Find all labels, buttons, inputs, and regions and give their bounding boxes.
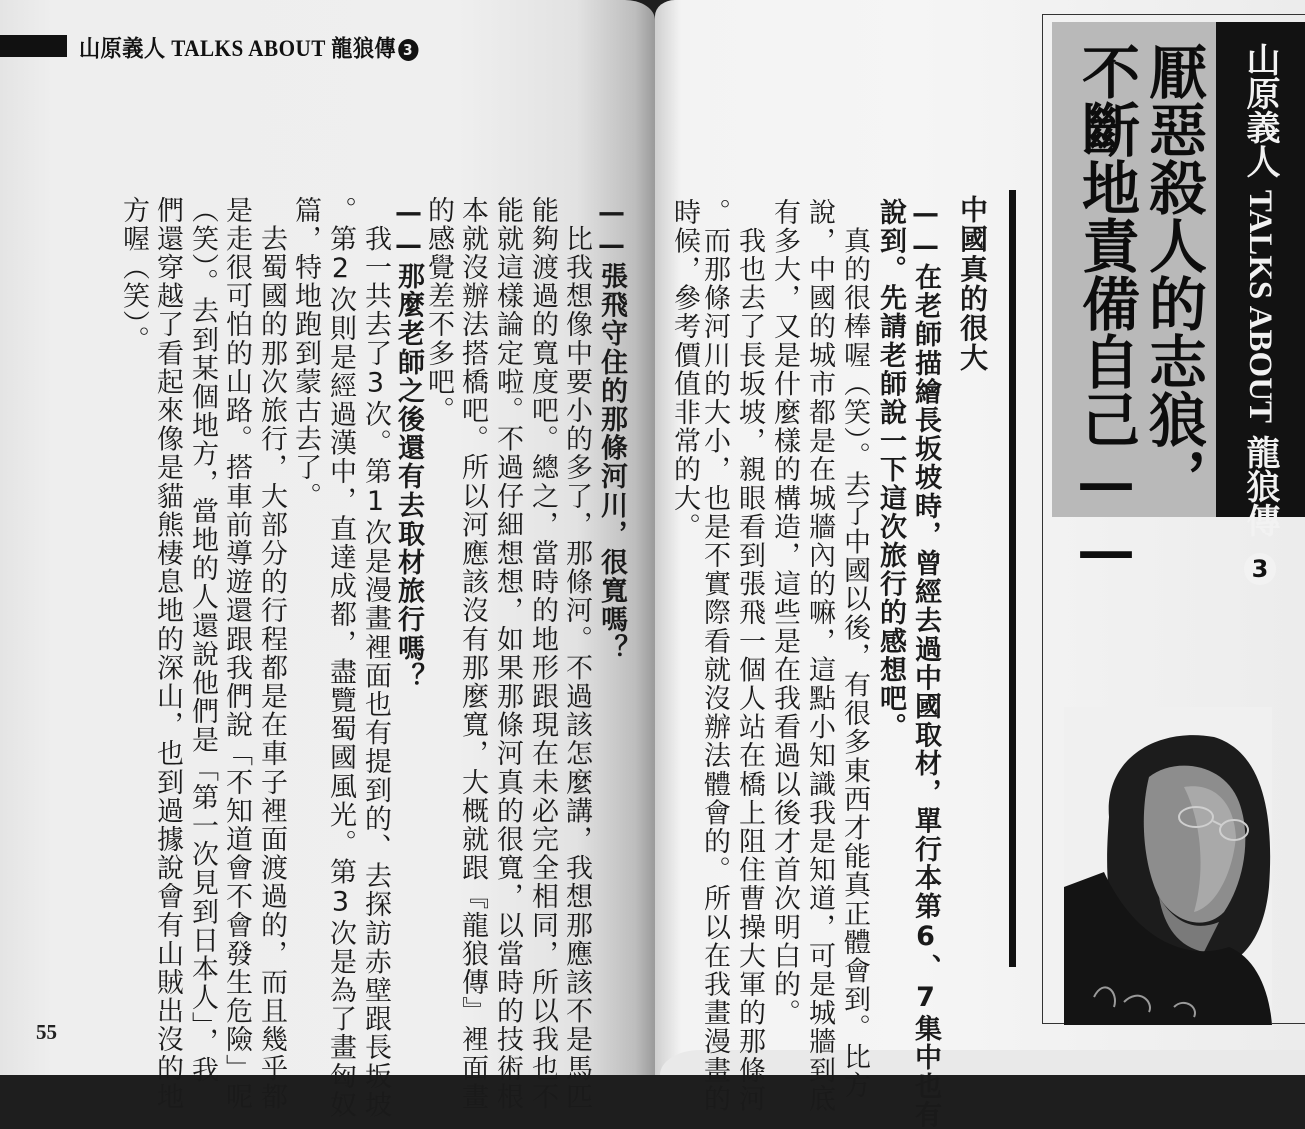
body-column: 我也去了長坂坡，親眼看到張飛一個人站在橋上阻住曹操大軍的那條河 <box>734 198 765 1114</box>
body-column: （笑）。去到某個地方，當地的人還說他們是「第一次見到日本人」，我 <box>187 196 218 1085</box>
body-column: 真的很棒喔（笑）。去了中國以後，有很多東西才能真正體會到。比方 <box>839 198 870 1100</box>
body-column: 能就這樣論定啦。不過仔細想想，如果那條河真的很寬，以當時的技術根 <box>492 196 523 1112</box>
author-portrait-photo <box>1064 707 1272 1025</box>
section-heading: 中國真的很大 <box>956 195 989 373</box>
body-column: 比我想像中要小的多了，那條河。不過該怎麼講，我想那應該不是馬匹 <box>561 196 592 1112</box>
side-label-volume-badge: 3 <box>1244 553 1276 585</box>
side-label-talks-about: TALKS ABOUT <box>1242 189 1278 424</box>
question-china-trip: ——在老師描繪長坂坡時，曾經去過中國取材，單行本第6、7集中也有 <box>910 198 941 1129</box>
body-column: 去蜀國的那次旅行，大部分的行程都是在車子裡面渡過的，而且幾乎都 <box>256 196 287 1112</box>
body-column: 能夠渡過的寬度吧。總之，當時的地形跟現在未必完全相同，所以我也不 <box>527 196 558 1112</box>
header-bar <box>0 35 67 57</box>
running-header-text: 山原義人 TALKS ABOUT 龍狼傳 <box>79 35 397 61</box>
running-header-title <box>79 30 418 63</box>
body-column: 篇，特地跑到蒙古去了。 <box>290 196 321 511</box>
side-label <box>1240 42 1280 585</box>
side-label-series: 龍狼傳 <box>1240 434 1280 537</box>
question-later-trips: ——那麼老師之後還有去取材旅行嗎？ <box>393 197 424 692</box>
body-column: 說，中國的城市都是在城牆內的嘛，這點小知識我是知道，可是城牆到底 <box>804 198 835 1114</box>
body-column: 。第2次則是經過漢中，直達成都，盡覽蜀國風光。第3次是為了畫匈奴 <box>325 196 356 1120</box>
headline-line-2: 不斷地責備自己—— <box>1072 42 1140 584</box>
question-zhangfei-river: ——張飛守住的那條河川，很寬嗎？ <box>596 197 627 663</box>
body-column: 時候，參考價值非常的大。 <box>669 198 700 542</box>
body-column: 是走很可怕的山路。搭車前導遊還跟我們說「不知道會不會發生危險」呢 <box>221 196 252 1112</box>
side-label-author: 山原義人 <box>1240 42 1280 178</box>
volume-number-badge: 3 <box>398 39 418 61</box>
body-column: 們還穿越了看起來像是貓熊棲息地的深山，也到過據說會有山賊出沒的地 <box>152 196 183 1112</box>
body-column: 的感覺差不多吧。 <box>423 196 454 425</box>
body-column: 本就沒辦法搭橋吧。所以河應該沒有那麼寬，大概就跟『龍狼傳』裡面畫 <box>457 196 488 1112</box>
running-header <box>0 33 448 59</box>
section-rule <box>1009 190 1016 967</box>
body-column: 。而那條河川的大小，也是不實際看就沒辦法體會的。所以在我畫漫畫的 <box>699 198 730 1114</box>
body-column: 有多大，又是什麼樣的構造，這些是在我看過以後才首次明白的。 <box>769 198 800 1028</box>
page-number: 55 <box>36 1020 57 1044</box>
question-china-trip-cont: 說到。先請老師說一下這次旅行的感想吧。 <box>875 198 906 742</box>
body-column: 方喔（笑）。 <box>118 196 149 355</box>
headline-line-1: 厭惡殺人的志狼， <box>1139 42 1207 506</box>
body-column: 我一共去了3次。第1次是漫畫裡面也有提到的、去探訪赤壁跟長坂坡 <box>360 196 391 1120</box>
